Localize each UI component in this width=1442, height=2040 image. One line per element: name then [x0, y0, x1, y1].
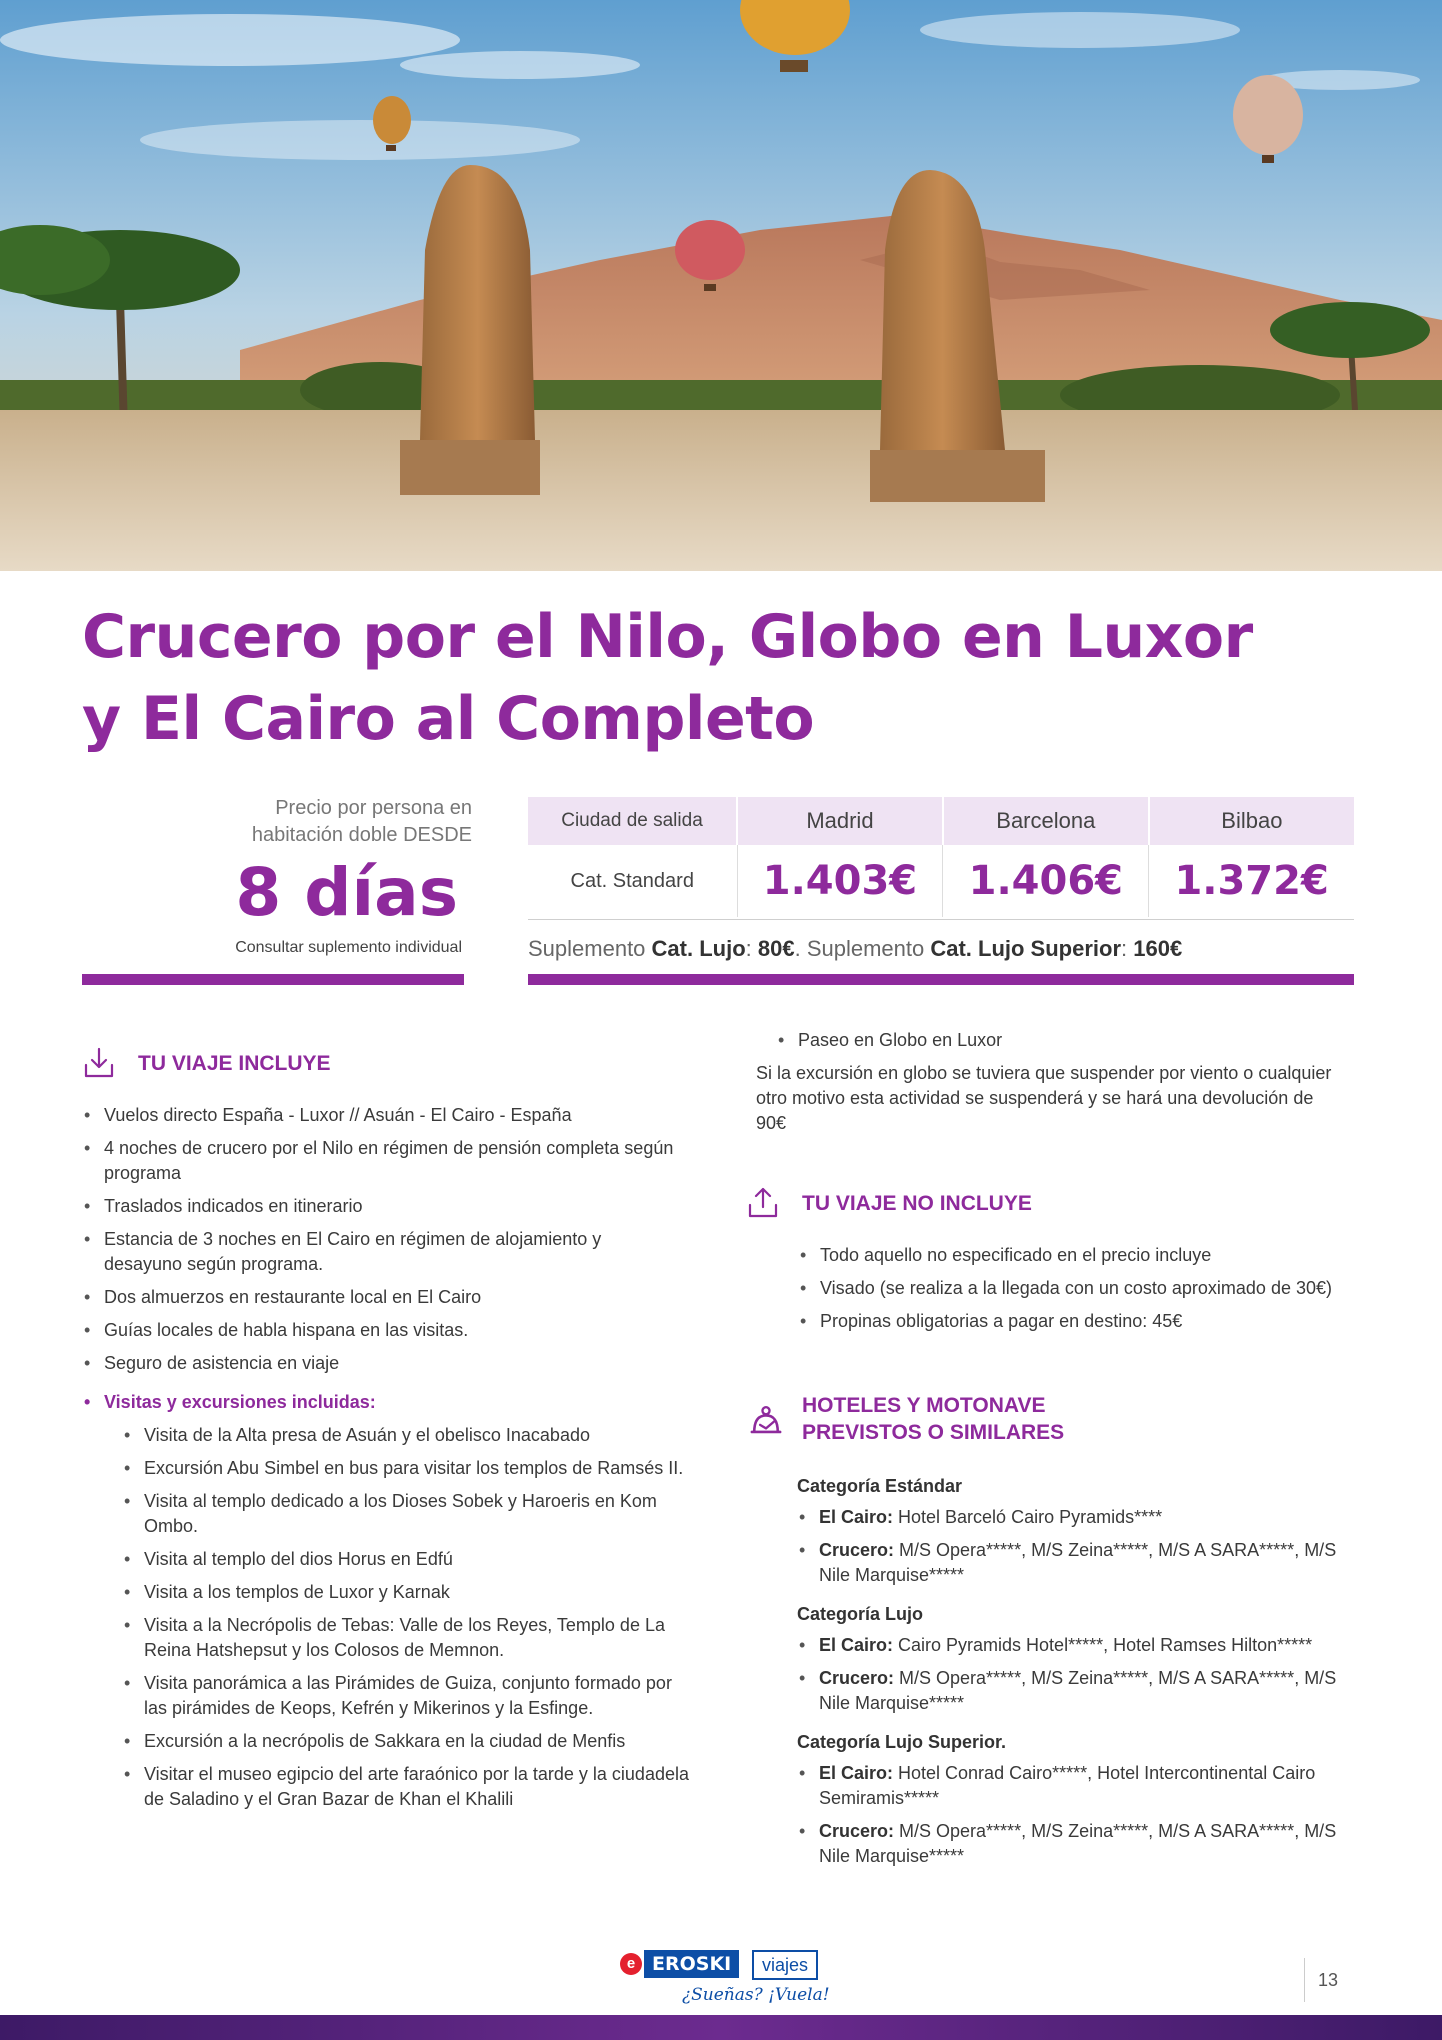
not-included-heading-label: TU VIAJE NO INCLUYE: [802, 1191, 1032, 1215]
hotels-section: [797, 1460, 1362, 1877]
list-item: • Visado (se realiza a la llegada con un costo aproximado de 30€): [798, 1276, 1358, 1301]
eroski-logo-text: EROSKI: [644, 1950, 739, 1978]
price-note-line-2: habitación doble DESDE: [251, 824, 472, 846]
page-title: [82, 596, 1382, 760]
hotels-heading-line-2: PREVISTOS O SIMILARES: [802, 1421, 1065, 1444]
not-included-section: [798, 1243, 1358, 1342]
hotel-bell-icon: [746, 1399, 786, 1439]
header-bilbao: Bilbao: [1149, 797, 1354, 845]
list-item: • Estancia de 3 noches en El Cairo en régimen de alojamiento y desayuno según programa.: [82, 1227, 682, 1277]
list-item: • Visitar el museo egipcio del arte faraónico por la tarde y la ciudadela de Saladino y el Gran Bazar de Khan el Khalili: [122, 1762, 692, 1812]
upload-tray-icon: [746, 1186, 780, 1220]
supplement-price-lujo: 80€: [757, 936, 795, 961]
viajes-logo-text: viajes: [752, 1950, 818, 1980]
list-item: • El Cairo: Hotel Conrad Cairo*****, Hotel Intercontinental Cairo Semiramis*****: [797, 1761, 1362, 1811]
price-note-line-1: Precio por persona en: [275, 797, 472, 819]
price-summary: [82, 795, 472, 957]
hotels-heading-text: [802, 1392, 1064, 1446]
hotels-heading: [746, 1392, 1064, 1446]
single-supplement-note: Consultar suplemento individual: [235, 939, 462, 956]
list-item: • Excursión a la necrópolis de Sakkara en la ciudad de Menfis: [122, 1729, 692, 1754]
list-item: • Paseo en Globo en Luxor: [776, 1028, 1356, 1053]
list-item: • Crucero: M/S Opera*****, M/S Zeina*****, M/S A SARA*****, M/S Nile Marquise*****: [797, 1666, 1362, 1716]
not-included-heading: [746, 1186, 1032, 1220]
hotel-list-lujo-superior: [797, 1761, 1362, 1869]
includes-list: [82, 1103, 682, 1376]
divider-bar-left: [82, 974, 464, 985]
list-item: • Traslados indicados en itinerario: [82, 1194, 682, 1219]
table-rule: [528, 919, 1354, 920]
list-item: • El Cairo: Cairo Pyramids Hotel*****, Hotel Ramses Hilton*****: [797, 1633, 1362, 1658]
supplement-cat-lujo-superior: Cat. Lujo Superior: [930, 936, 1122, 961]
list-item: • Visita al templo del dios Horus en Edfú: [122, 1547, 692, 1572]
supplement-price-lujo-superior: 160€: [1133, 936, 1183, 961]
includes-section: [82, 1103, 689, 1820]
header-barcelona: Barcelona: [943, 797, 1149, 845]
header-departure-city: Ciudad de salida: [528, 797, 737, 845]
hero-image: [0, 0, 1442, 571]
list-item: • Visita de la Alta presa de Asuán y el obelisco Inacabado: [122, 1423, 692, 1448]
list-item: • El Cairo: Hotel Barceló Cairo Pyramids****: [797, 1505, 1362, 1530]
title-line-2: y El Cairo al Completo: [82, 684, 815, 754]
list-item: • 4 noches de crucero por el Nilo en régimen de pensión completa según programa: [82, 1136, 682, 1186]
list-item: • Propinas obligatorias a pagar en destino: 45€: [798, 1309, 1358, 1334]
price-table: [528, 797, 1354, 917]
footer-color-bar: [0, 2015, 1442, 2040]
not-included-list: [798, 1243, 1358, 1334]
visitas-list: [122, 1423, 692, 1812]
list-item: • Visita a los templos de Luxor y Karnak: [122, 1580, 692, 1605]
list-item: • Seguro de asistencia en viaje: [82, 1351, 682, 1376]
list-item: • Crucero: M/S Opera*****, M/S Zeina*****, M/S A SARA*****, M/S Nile Marquise*****: [797, 1538, 1362, 1588]
list-item: • Excursión Abu Simbel en bus para visitar los templos de Ramsés II.: [122, 1456, 692, 1481]
price-bilbao: 1.372€: [1174, 858, 1329, 904]
category-label: Cat. Standard: [528, 845, 737, 917]
eroski-viajes-logo: [620, 1950, 820, 1982]
hotel-list-lujo: [797, 1633, 1362, 1716]
title-line-1: Crucero por el Nilo, Globo en Luxor: [82, 602, 1253, 672]
list-item: • Guías locales de habla hispana en las visitas.: [82, 1318, 682, 1343]
balloon-cancellation-note: Si la excursión en globo se tuviera que suspender por viento o cualquier otro motivo esta actividad se suspenderá y se hará una devolución de 90€: [756, 1063, 1332, 1133]
price-barcelona: 1.406€: [943, 845, 1149, 917]
trip-duration: 8 días: [235, 854, 458, 931]
includes-continued: [756, 1028, 1356, 1136]
category-supplements: Suplemento Cat. Lujo: 80€. Suplemento Cat. Lujo Superior: 160€: [528, 936, 1183, 961]
eroski-logo-mark: e: [620, 1953, 642, 1975]
hotel-category-estandar: Categoría Estándar: [797, 1476, 963, 1496]
includes-heading-label: TU VIAJE INCLUYE: [138, 1051, 331, 1075]
list-item: • Dos almuerzos en restaurante local en El Cairo: [82, 1285, 682, 1310]
list-item: • Visita al templo dedicado a los Dioses Sobek y Haroeris en Kom Ombo.: [122, 1489, 692, 1539]
list-item: • Visita panorámica a las Pirámides de Guiza, conjunto formado por las pirámides de Keops, Kefrén y Mikerinos y la Esfinge.: [122, 1671, 692, 1721]
list-item: • Visita a la Necrópolis de Tebas: Valle de los Reyes, Templo de La Reina Hatshepsut y los Colosos de Memnon.: [122, 1613, 692, 1663]
divider-bar-right: [528, 974, 1354, 985]
includes-continued-list: [776, 1028, 1356, 1053]
brand-tagline: ¿Sueñas? ¡Vuela!: [682, 1985, 830, 2005]
hotel-list-estandar: [797, 1505, 1362, 1588]
download-tray-icon: [82, 1046, 116, 1080]
header-madrid: Madrid: [737, 797, 943, 845]
visitas-heading: • Visitas y excursiones incluidas:: [82, 1390, 682, 1415]
price-table-header: [528, 797, 1354, 845]
list-item: • Crucero: M/S Opera*****, M/S Zeina*****, M/S A SARA*****, M/S Nile Marquise*****: [797, 1819, 1362, 1869]
hotel-category-lujo: Categoría Lujo: [797, 1604, 924, 1624]
includes-heading: [82, 1046, 331, 1080]
page-number: 13: [1304, 1958, 1351, 2002]
list-item: • Vuelos directo España - Luxor // Asuán - El Cairo - España: [82, 1103, 682, 1128]
price-madrid: 1.403€: [737, 845, 943, 917]
list-item: • Todo aquello no especificado en el precio incluye: [798, 1243, 1358, 1268]
price-row-standard: [528, 845, 1354, 917]
hotel-category-lujo-superior: Categoría Lujo Superior.: [797, 1732, 1007, 1752]
hotels-heading-line-1: HOTELES Y MOTONAVE: [802, 1394, 1046, 1417]
supplement-cat-lujo: Cat. Lujo: [651, 936, 746, 961]
